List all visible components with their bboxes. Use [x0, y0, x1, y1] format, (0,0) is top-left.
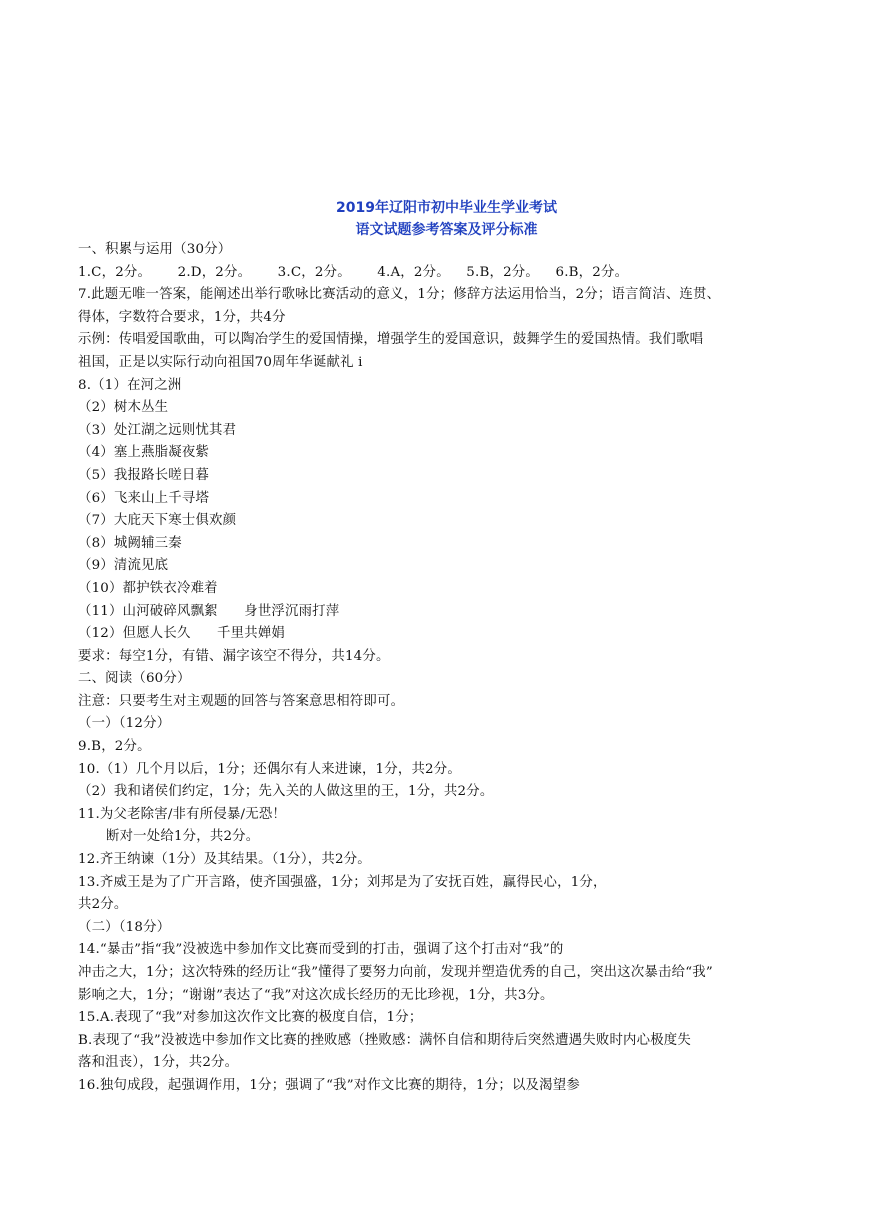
q15-line-3: 落和沮丧），1分，共2分。 — [78, 1055, 239, 1071]
q5-answer: 5.B，2分。 — [466, 264, 539, 280]
part-2-header: （二）（18分） — [78, 919, 171, 935]
q8-item-11 — [78, 601, 796, 624]
q16-line-1: 16.独句成段，起强调作用，1分；强调了“我”对作文比赛的期待，1分；以及渴望参 — [78, 1077, 580, 1093]
q9-answer: 9.B，2分。 — [78, 739, 151, 755]
answer-key-title: 语文试题参考答案及评分标准 — [355, 222, 538, 238]
q6-answer: 6.B，2分。 — [555, 264, 629, 280]
answer-content — [78, 239, 796, 1098]
q8-item-10: （10）都护铁衣冷难着 — [78, 580, 218, 596]
q8-item-11-b: 身世浮沉雨打萍 — [244, 603, 340, 619]
section-1-header: 一、积累与运用（30分） — [78, 242, 232, 257]
q8-item-9: （9）清流见底 — [78, 558, 169, 574]
q1-answer: 1.C，2分。 — [78, 264, 152, 280]
title-block — [0, 197, 869, 241]
q14-line-1: 14.“暴击”指“我”没被选中参加作文比赛而受到的打击，强调了这个打击对“我”的 — [78, 942, 564, 958]
section-2-note: 注意：只要考生对主观题的回答与答案意思相符即可。 — [78, 693, 405, 709]
q8-item-12 — [78, 623, 796, 646]
q8-item-12-a: （12）但愿人长久 — [78, 626, 191, 642]
q2-answer: 2.D，2分。 — [177, 264, 252, 280]
q8-item-3: （3）处江湖之远则忧其君 — [78, 422, 237, 438]
q11-line-2: 断对一处给1分，共2分。 — [106, 829, 260, 845]
q14-line-2: 冲击之大，1分；这次特殊的经历让“我”懂得了要努力向前，发现并塑造优秀的自己，突出这次暴击给“我” — [78, 965, 713, 980]
q10-line-2: （2）我和诸侯们约定，1分；先入关的人做这里的王，1分，共2分。 — [78, 784, 494, 800]
q13-line-2: 共2分。 — [78, 897, 128, 913]
q8-item-8: （8）城阙辅三秦 — [78, 535, 182, 551]
q8-item-2: （2）树木丛生 — [78, 400, 169, 416]
q8-requirement: 要求：每空1分，有错、漏字该空不得分，共14分。 — [78, 648, 390, 664]
exam-title: 2019年辽阳市初中毕业生学业考试 — [336, 200, 557, 216]
q8-item-4: （4）塞上燕脂凝夜紫 — [78, 445, 210, 461]
q8-item-7: （7）大庇天下寒士俱欢颜 — [78, 513, 237, 529]
q7-line-2: 得体，字数符合要求，1分，共4分 — [78, 309, 286, 325]
q15-line-2: B.表现了“我”没被选中参加作文比赛的挫败感（挫败感：满怀自信和期待后突然遭遇失败时内心极度失 — [78, 1032, 691, 1048]
q10-line-1: 10.（1）几个月以后，1分；还偶尔有人来进谏，1分，共2分。 — [78, 761, 461, 777]
q12-answer: 12.齐王纳谏（1分）及其结果。（1分），共2分。 — [78, 852, 371, 868]
q8-item-12-b: 千里共婵娟 — [217, 626, 285, 642]
q7-line-1: 7.此题无唯一答案，能阐述出举行歌咏比赛活动的意义，1分；修辞方法运用恰当，2分；语言简洁、连贯、 — [78, 287, 721, 303]
q8-item-1: 8.（1）在河之洲 — [78, 377, 182, 393]
q13-line-1: 13.齐威王是为了广开言路，使齐国强盛，1分；刘邦是为了安抚百姓，赢得民心，1分， — [78, 874, 607, 890]
part-1-header: （一）（12分） — [78, 716, 171, 732]
q3-answer: 3.C，2分。 — [277, 264, 351, 280]
q7-example-line-2: 祖国，正是以实际行动向祖国70周年华诞献礼 i — [78, 354, 363, 370]
q4-answer: 4.A，2分。 — [377, 264, 450, 280]
q7-example-line-1: 示例：传唱爱国歌曲，可以陶冶学生的爱国情操，增强学生的爱国意识，鼓舞学生的爱国热情。我们歌唱 — [78, 332, 704, 348]
section-2-header: 二、阅读（60分） — [78, 671, 191, 687]
q1-6-answers — [78, 262, 796, 285]
q11-line-1: 11.为父老除害/非有所侵暴/无恐！ — [78, 806, 286, 822]
q15-line-1: 15.A.表现了“我”对参加这次作文比赛的极度自信，1分； — [78, 1010, 423, 1026]
q8-item-5: （5）我报路长嗟日暮 — [78, 467, 210, 483]
q14-line-3: 影响之大，1分；“谢谢”表达了“我”对这次成长经历的无比珍视，1分，共3分。 — [78, 987, 554, 1003]
q8-item-11-a: （11）山河破碎风飘絮 — [78, 603, 218, 619]
q8-item-6: （6）飞来山上千寻塔 — [78, 490, 210, 506]
